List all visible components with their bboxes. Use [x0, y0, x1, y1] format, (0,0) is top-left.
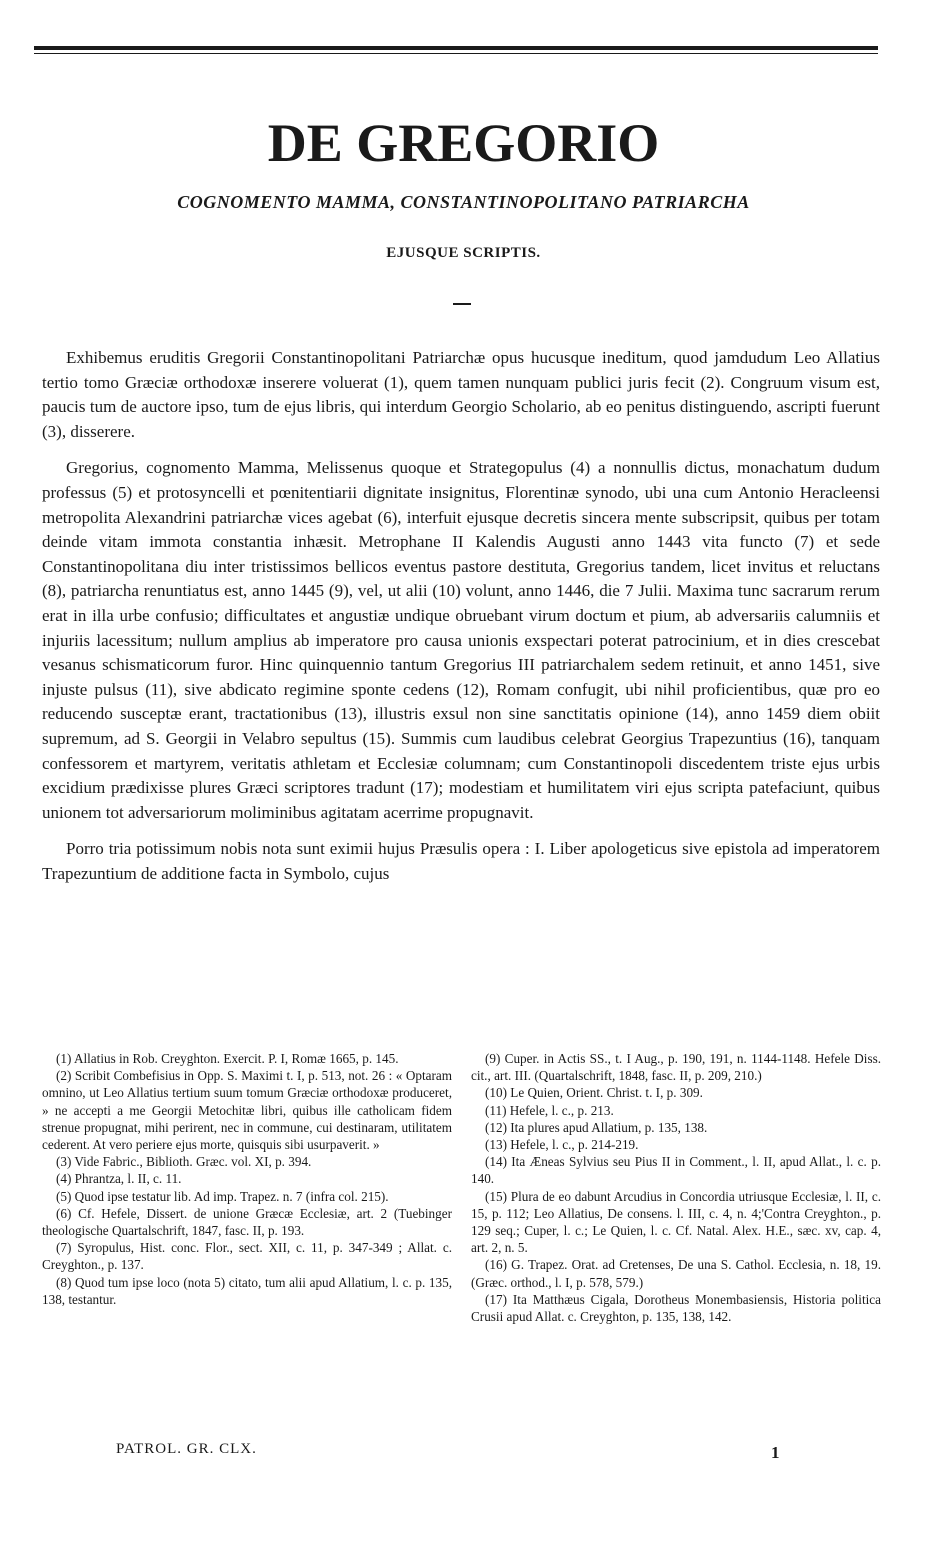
footnote: (5) Quod ipse testatur lib. Ad imp. Trapez. n. 7 (infra col. 215). — [56, 1188, 389, 1204]
paragraph: Exhibemus eruditis Gregorii Constantinopolitani Patriarchæ opus hucusque ineditum, quod jamdudum Leo Allatius tertio tomo Græciæ orthodoxæ inserere voluerat (1), quem tamen nunquam publici juris fecit (2). Congruum visum est, paucis tum de auctore ipso, tum de ejus libris, qui interdum Georgio Scholario, ab eo penitus distinguendo, ascripti fuerunt (3), disserere. — [42, 348, 880, 441]
footnote: (4) Phrantza, l. II, c. 11. — [56, 1171, 182, 1187]
main-text — [42, 346, 880, 898]
footnotes-right-column — [471, 1050, 881, 1325]
footnote: (1) Allatius in Rob. Creyghton. Exercit. P. I, Romæ 1665, p. 145. — [56, 1051, 399, 1066]
footnote: (7) Syropulus, Hist. conc. Flor., sect. XII, c. 11, p. 347-349 ; Allat. c. Creyghton., p. 137. — [42, 1240, 452, 1273]
page-subtitle: COGNOMENTO MAMMA, CONSTANTINOPOLITANO PATRIARCHA — [177, 192, 750, 212]
footnote: (15) Plura de eo dabunt Arcudius in Concordia utriusque Ecclesiæ, l. II, c. 15, p. 112; Leo Allatius, De consens. l. III, c. 4, n. 4;'Contra Creyghton., p. 129 seq.; Cuper, l. c.; Le Quien, l. c. Cf. Natal. Alex. H.E., sæc. xv, cap. 4, art. 2, n. 5. — [471, 1188, 881, 1256]
footnote: (8) Quod tum ipse loco (nota 5) citato, tum alii apud Allatium, l. c. p. 135, 138, testantur. — [42, 1274, 452, 1307]
top-rule-thick — [34, 46, 878, 50]
paragraph: Porro tria potissimum nobis nota sunt eximii hujus Præsulis opera : I. Liber apologeticus sive epistola ad imperatorem Trapezuntium de additione facta in Symbolo, cujus — [42, 839, 880, 883]
paragraph: Gregorius, cognomento Mamma, Melissenus quoque et Strategopulus (4) a nonnullis dictus, monachatum dudum professus (5) et protosyncelli et pœnitentiarii dignitate insignitus, Florentinæ synodo, ubi una cum Antonio Heracleensi metropolita Alexandrini patriarchæ vices agebat (6), interfuit ejusque decretis sincera mente subscripsit, quibus per totam deinde vitam immota constantia inhæsit. Metrophane II Kalendis Augusti anno 1443 vita functo (7) et sede Constantinopolitana diu inter tristissimos bellicos eventus pastore destituta, Gregorius tandem, licet invitus et reluctans (8), patriarcha renuntiatus est, anno 1445 (9), vel, ut alii (10) volunt, anno 1446, die 7 Julii. Maxima tunc sacrarum rerum erat in illa urbe confusio; difficultates et angustiæ undique obruebant virum doctum et pium, ab adversariis calumniis et injuriis lacessitum; nullum amplius ab imperatore pro causa unionis exspectari poterat patrocinium, et in dies crescebat vesanus schismaticorum furor. Hinc quinquennio tantum Gregorius III patriarchalem sedem retinuit, et anno 1451, sive injuste pulsus (11), sive abdicato regimine sponte cedens (12), Romam confugit, ubi nihil proficientibus, quæ pro eo reducendo susceptæ erant, tractationibus (13), illustris exsul non sine sanctitatis opinione (14), anno 1459 diem obiit supremum, ad S. Georgii in Velabro sepultus (15). Summis cum laudibus celebrat Georgius Trapezuntius (16), tanquam confessorem et martyrem, veritatis athletam et Ecclesiæ columnam; cum Constantinopoli discedentem triste ejus urbis excidium prædixisse plures Græci scriptores tradunt (17); modestiam et humilitatem viri ejus scripta patefaciunt, quibus unionem tot adversariorum moliminibus agitatam acerrime propugnavit. — [42, 458, 880, 822]
footnote: (10) Le Quien, Orient. Christ. t. I, p. 309. — [485, 1085, 703, 1101]
signature-mark: PATROL. GR. CLX. — [116, 1441, 257, 1457]
footnotes-left-column — [42, 1050, 452, 1308]
page-number: 1 — [771, 1443, 780, 1462]
footnote: (11) Hefele, l. c., p. 213. — [485, 1102, 614, 1118]
top-rule — [34, 42, 878, 58]
footnote: (6) Cf. Hefele, Dissert. de unione Græcæ Ecclesiæ, art. 2 (Tuebinger theologische Quartalschrift, 1847, fasc. II, p. 193. — [42, 1205, 452, 1239]
page-title: DE GREGORIO — [267, 113, 660, 173]
footnote: (2) Scribit Combefisius in Opp. S. Maximi t. I, p. 513, not. 26 : « Optaram omnino, ut Leo Allatius tertium suum tomum Græciæ orthodoxæ produceret, » ne accepti a me Georgii Metochitæ libri, quibus ille catholicam fidem strenue propugnat, mihi perirent, nec in commune, cui destinaram, utilitatem cederent. At vero periere ejus morte, quisquis sibi usurpaverit. » — [42, 1068, 452, 1153]
footnote: (12) Ita plures apud Allatium, p. 135, 138. — [485, 1119, 708, 1135]
footnote: (9) Cuper. in Actis SS., t. I Aug., p. 190, 191, n. 1144-1148. Hefele Diss. cit., art. III. (Quartalschrift, 1848, fasc. II, p. 209, 210.) — [471, 1051, 881, 1084]
top-rule-thin — [34, 53, 878, 54]
page-subtitle-secondary: EJUSQUE SCRIPTIS. — [386, 245, 541, 261]
footnote: (16) G. Trapez. Orat. ad Cretenses, De una S. Cathol. Ecclesia, n. 18, 19. (Græc. orthod., l. I, p. 578, 579.) — [471, 1257, 881, 1290]
footnote: (13) Hefele, l. c., p. 214-219. — [485, 1137, 639, 1153]
footnote: (17) Ita Matthæus Cigala, Dorotheus Monembasiensis, Historia politica Crusii apud Allat. c. Creyghton, p. 135, 138, 142. — [471, 1291, 881, 1325]
title-divider — [453, 303, 471, 305]
footnote: (14) Ita Æneas Sylvius seu Pius II in Comment., l. II, apud Allat., l. c. p. 140. — [471, 1154, 881, 1187]
footnote: (3) Vide Fabric., Biblioth. Græc. vol. XI, p. 394. — [56, 1154, 312, 1170]
